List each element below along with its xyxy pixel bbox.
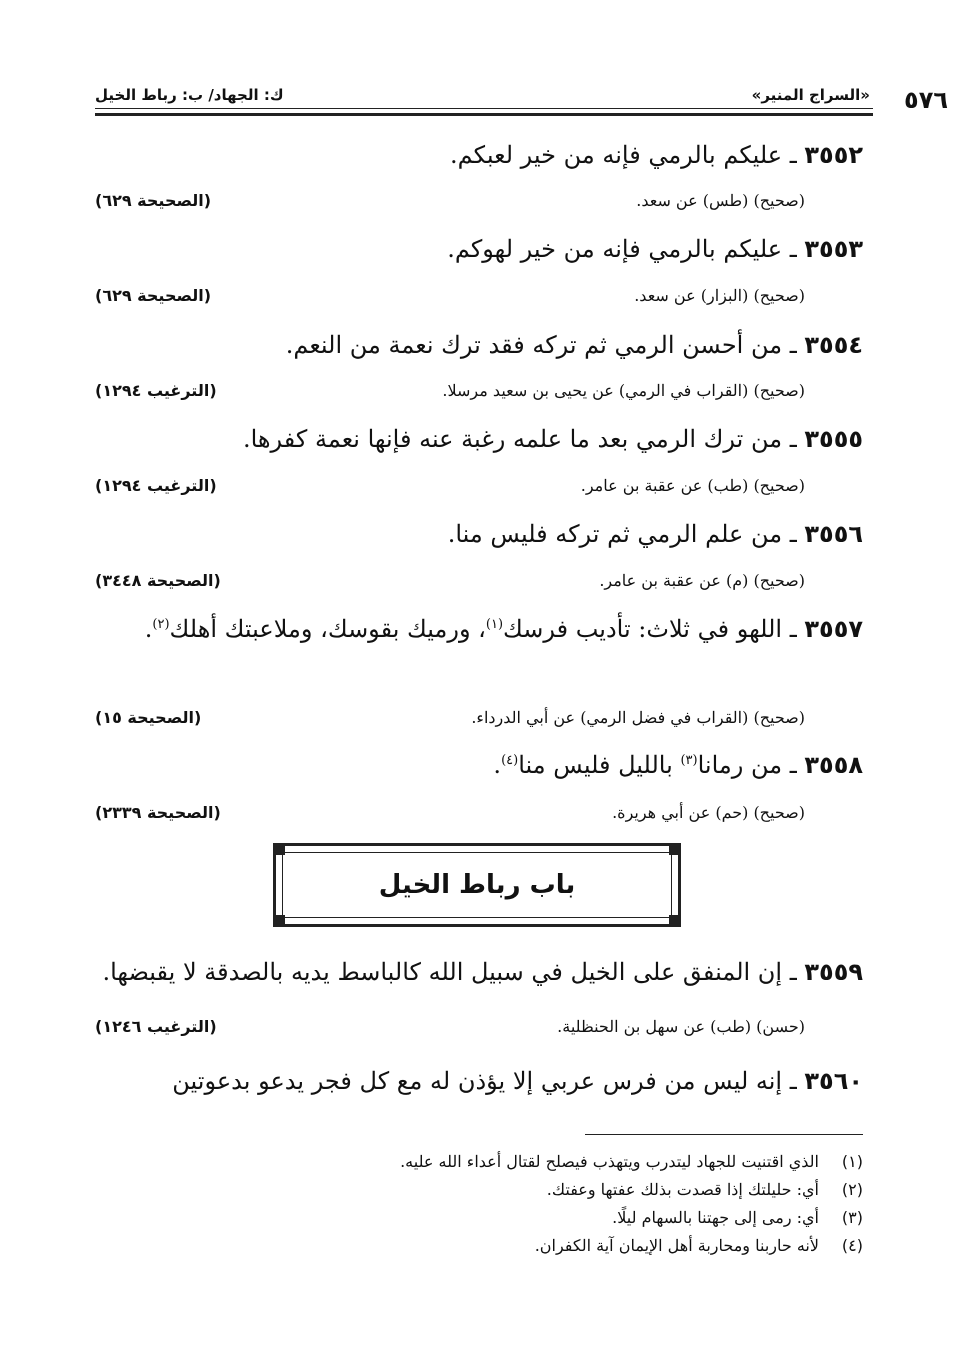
hadith-source: (صحيح) (القراب في فضل الرمي) عن أبي الدرداء. bbox=[471, 708, 805, 727]
hadith-entry: ٣٥٥٥ ـ من ترك الرمي بعد ما علمه رغبة عنه فإنها نعمة كفرها. bbox=[242, 425, 863, 453]
footnote-number: (٣) bbox=[841, 1208, 863, 1227]
hadith-entry: ٣٥٦٠ ـ إنه ليس من فرس عربي إلا يؤذن له مع كل فجر يدعو بدعوتين bbox=[172, 1067, 863, 1095]
hadith-text: من رمانا bbox=[697, 751, 783, 779]
hadith-source: (صحيح) (طس) عن سعد. bbox=[636, 191, 805, 210]
header-rule bbox=[95, 108, 873, 109]
hadith-text: عليكم بالرمي فإنه من خير لهوكم. bbox=[447, 235, 783, 263]
header-rule-thick bbox=[95, 113, 873, 116]
hadith-number: ٣٥٦٠ bbox=[804, 1067, 863, 1095]
hadith-source: (صحيح) (حم) عن أبي هريرة. bbox=[612, 803, 805, 822]
hadith-text: من علم الرمي ثم تركه فليس منا. bbox=[447, 520, 783, 548]
hadith-source: (صحيح) (البزار) عن سعد. bbox=[634, 286, 805, 305]
hadith-text: من ترك الرمي بعد ما علمه رغبة عنه فإنها نعمة كفرها. bbox=[242, 425, 783, 453]
hadith-text: بالليل فليس منا bbox=[518, 751, 681, 779]
hadith-reference: (الترغيب ١٢٤٦) bbox=[95, 1017, 217, 1036]
footnote-text: أي: رمى إلى جهتنا بالسهام ليلًا. bbox=[612, 1208, 819, 1227]
hadith-number: ٣٥٥٧ bbox=[804, 615, 863, 643]
hadith-number: ٣٥٥٢ bbox=[804, 141, 863, 169]
footnote-number: (١) bbox=[841, 1152, 863, 1171]
hadith-number: ٣٥٥٥ bbox=[804, 425, 863, 453]
source-line bbox=[95, 1014, 863, 1040]
hadith-reference: (الصحيحة ٦٢٩) bbox=[95, 191, 212, 210]
source-line bbox=[95, 188, 863, 214]
page-number: ٥٧٦ bbox=[904, 86, 948, 114]
hadith-number: ٣٥٥٤ bbox=[804, 331, 863, 359]
footnote-marker[interactable]: (٢) bbox=[152, 617, 170, 632]
footnote-text: لأنه حاربنا ومحاربة أهل الإيمان آية الكفران. bbox=[534, 1236, 819, 1255]
running-header bbox=[95, 74, 870, 104]
hadith-entry: ٣٥٥٧ ـ اللهو في ثلاث: تأديب فرسك$^{(١)}$، ورميك بقوسك، وملاعبتك أهلك$^{(٢)}$. bbox=[144, 615, 863, 643]
footnotes bbox=[95, 1148, 863, 1260]
hadith-source: (صحيح) (م) عن عقبة بن عامر. bbox=[599, 571, 805, 590]
hadith-entry: ٣٥٥٨ ـ من رمانا$^{(٣)}$ بالليل فليس منا$^{(٤)}$. bbox=[493, 751, 863, 779]
footnote bbox=[95, 1204, 863, 1232]
hadith-number: ٣٥٥٦ bbox=[804, 520, 863, 548]
hadith-number: ٣٥٥٣ bbox=[804, 235, 863, 263]
footnote bbox=[95, 1176, 863, 1204]
hadith-entry: ٣٥٥٦ ـ من علم الرمي ثم تركه فليس منا. bbox=[447, 520, 863, 548]
hadith-source: (صحيح) (طب) عن عقبة بن عامر. bbox=[580, 476, 805, 495]
hadith-text: عليكم بالرمي فإنه من خير لعبكم. bbox=[450, 141, 783, 169]
chapter-heading-frame bbox=[282, 852, 672, 918]
hadith-reference: (الصحيحة ٦٢٩) bbox=[95, 286, 212, 305]
hadith-text: إن المنفق على الخيل في سبيل الله كالباسط يديه بالصدقة لا يقبضها. bbox=[102, 958, 783, 986]
hadith-text: اللهو في ثلاث: تأديب فرسك bbox=[503, 615, 783, 643]
chapter-heading-box bbox=[273, 843, 681, 927]
hadith-text: ، ورميك بقوسك، وملاعبتك أهلك bbox=[169, 615, 486, 643]
hadith-reference: (الصحيحة ٢٣٣٩) bbox=[95, 803, 221, 822]
source-line bbox=[95, 378, 863, 404]
footnote-marker[interactable]: (١) bbox=[485, 617, 504, 632]
hadith-reference: (الترغيب ١٢٩٤) bbox=[95, 476, 217, 495]
source-line bbox=[95, 800, 863, 826]
footnote-number: (٢) bbox=[841, 1180, 863, 1199]
section-title: ك: الجهاد/ ب: رباط الخيل bbox=[95, 86, 284, 104]
hadith-text: من أحسن الرمي ثم تركه فقد ترك نعمة من النعم. bbox=[285, 331, 783, 359]
source-line bbox=[95, 568, 863, 594]
hadith-reference: (الصحيحة ٣٤٤٨) bbox=[95, 571, 221, 590]
source-line bbox=[95, 705, 863, 731]
hadith-entry: ٣٥٥٩ ـ إن المنفق على الخيل في سبيل الله كالباسط يديه بالصدقة لا يقبضها. bbox=[102, 958, 863, 986]
source-line bbox=[95, 283, 863, 309]
hadith-source: (حسن) (طب) عن سهل بن الحنظلية. bbox=[557, 1017, 805, 1036]
hadith-number: ٣٥٥٨ bbox=[804, 751, 863, 779]
hadith-entry: ٣٥٥٣ ـ عليكم بالرمي فإنه من خير لهوكم. bbox=[447, 235, 863, 263]
hadith-text: إنه ليس من فرس عربي إلا يؤذن له مع كل فجر يدعو بدعوتين bbox=[172, 1067, 783, 1095]
footnote-separator bbox=[585, 1134, 863, 1135]
hadith-source: (صحيح) (القراب في الرمي) عن يحيى بن سعيد مرسلا. bbox=[442, 381, 805, 400]
chapter-title: باب رباط الخيل bbox=[378, 870, 576, 900]
book-title: «السراج المنير» bbox=[751, 86, 870, 104]
footnote-text: الذي اقتنيت للجهاد ليتدرب ويتهذب فيصلح لقتال أعداء الله عليه. bbox=[400, 1152, 819, 1171]
footnote-text: أي: حليلتك إذا قصدت بذلك عفتها وعفتك. bbox=[546, 1180, 819, 1199]
footnote bbox=[95, 1232, 863, 1260]
hadith-reference: (الترغيب ١٢٩٤) bbox=[95, 381, 217, 400]
hadith-reference: (الصحيحة ١٥) bbox=[95, 708, 202, 727]
hadith-entry: ٣٥٥٤ ـ من أحسن الرمي ثم تركه فقد ترك نعمة من النعم. bbox=[285, 331, 863, 359]
footnote-marker[interactable]: (٣) bbox=[680, 753, 698, 768]
footnote-number: (٤) bbox=[841, 1236, 863, 1255]
hadith-number: ٣٥٥٩ bbox=[804, 958, 863, 986]
footnote bbox=[95, 1148, 863, 1176]
source-line bbox=[95, 473, 863, 499]
footnote-marker[interactable]: (٤) bbox=[501, 753, 519, 768]
hadith-entry: ٣٥٥٢ ـ عليكم بالرمي فإنه من خير لعبكم. bbox=[450, 141, 863, 169]
